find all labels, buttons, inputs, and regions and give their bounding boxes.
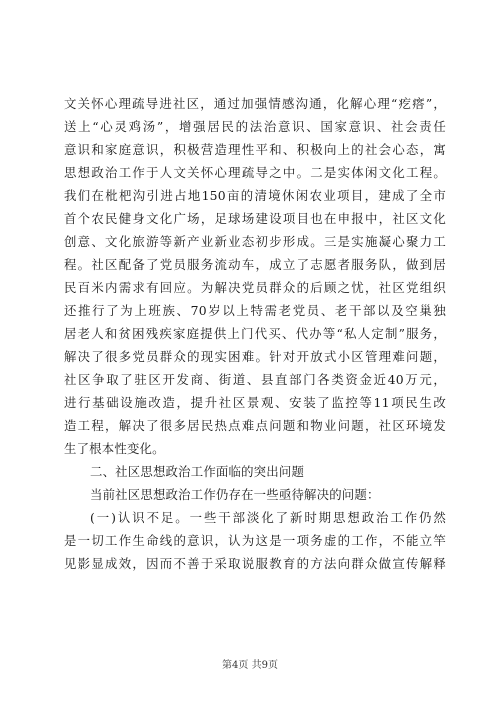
section-heading: 二、社区思想政治工作面临的突出问题 [90, 464, 305, 479]
body-line: 送上“心灵鸡汤”，增强居民的法治意识、国家意识、社会责任 [64, 119, 446, 134]
body-line: 造工程，解决了很多居民热点难点问题和物业问题，社区环境发 [64, 418, 446, 433]
page-number-footer: 第4页 共9页 [222, 660, 278, 671]
body-line: 生了根本性变化。 [64, 441, 165, 456]
body-line: 进行基础设施改造，提升社区景观、安装了监控等11项民生改 [64, 395, 446, 410]
document-body [64, 92, 446, 575]
body-line: 居老人和贫困残疾家庭提供上门代买、代办等“私人定制”服务， [64, 326, 446, 341]
body-line: 解决了很多党员群众的现实困难。针对开放式小区管理难问题， [64, 349, 446, 364]
body-line: 当前社区思想政治工作仍存在一些亟待解决的问题： [90, 487, 380, 502]
body-line: 思想政治工作于人文关怀心理疏导之中。二是实体闲文化工程。 [64, 165, 446, 180]
body-line: 还推行了为上班族、70岁以上特需老党员、老干部以及空巢独 [64, 303, 446, 318]
body-line: 意识和家庭意识，积极营造理性平和、积极向上的社会心态，寓 [64, 142, 446, 157]
body-line: 文关怀心理疏导进社区，通过加强情感沟通，化解心理“疙瘩”， [64, 96, 446, 111]
subsection-line: (一)认识不足。一些干部淡化了新时期思想政治工作仍然 [90, 510, 446, 525]
body-line: 民百米内需求有回应。为解决党员群众的后顾之忧，社区党组织 [64, 280, 446, 295]
body-line: 见影显成效，因而不善于采取说服教育的方法向群众做宣传解释 [64, 556, 446, 571]
body-line: 是一切工作生命线的意识，认为这是一项务虚的工作，不能立竿 [64, 533, 446, 548]
body-line: 社区争取了驻区开发商、街道、县直部门各类资金近40万元， [64, 372, 446, 387]
body-line: 程。社区配备了党员服务流动车，成立了志愿者服务队，做到居 [64, 257, 446, 272]
body-line: 我们在枇杷沟引进占地150亩的清境休闲农业项目，建成了全市 [64, 188, 446, 203]
body-line: 首个农民健身文化广场，足球场建设项目也在申报中，社区文化 [64, 211, 446, 226]
body-line: 创意、文化旅游等新产业新业态初步形成。三是实施凝心聚力工 [64, 234, 446, 249]
